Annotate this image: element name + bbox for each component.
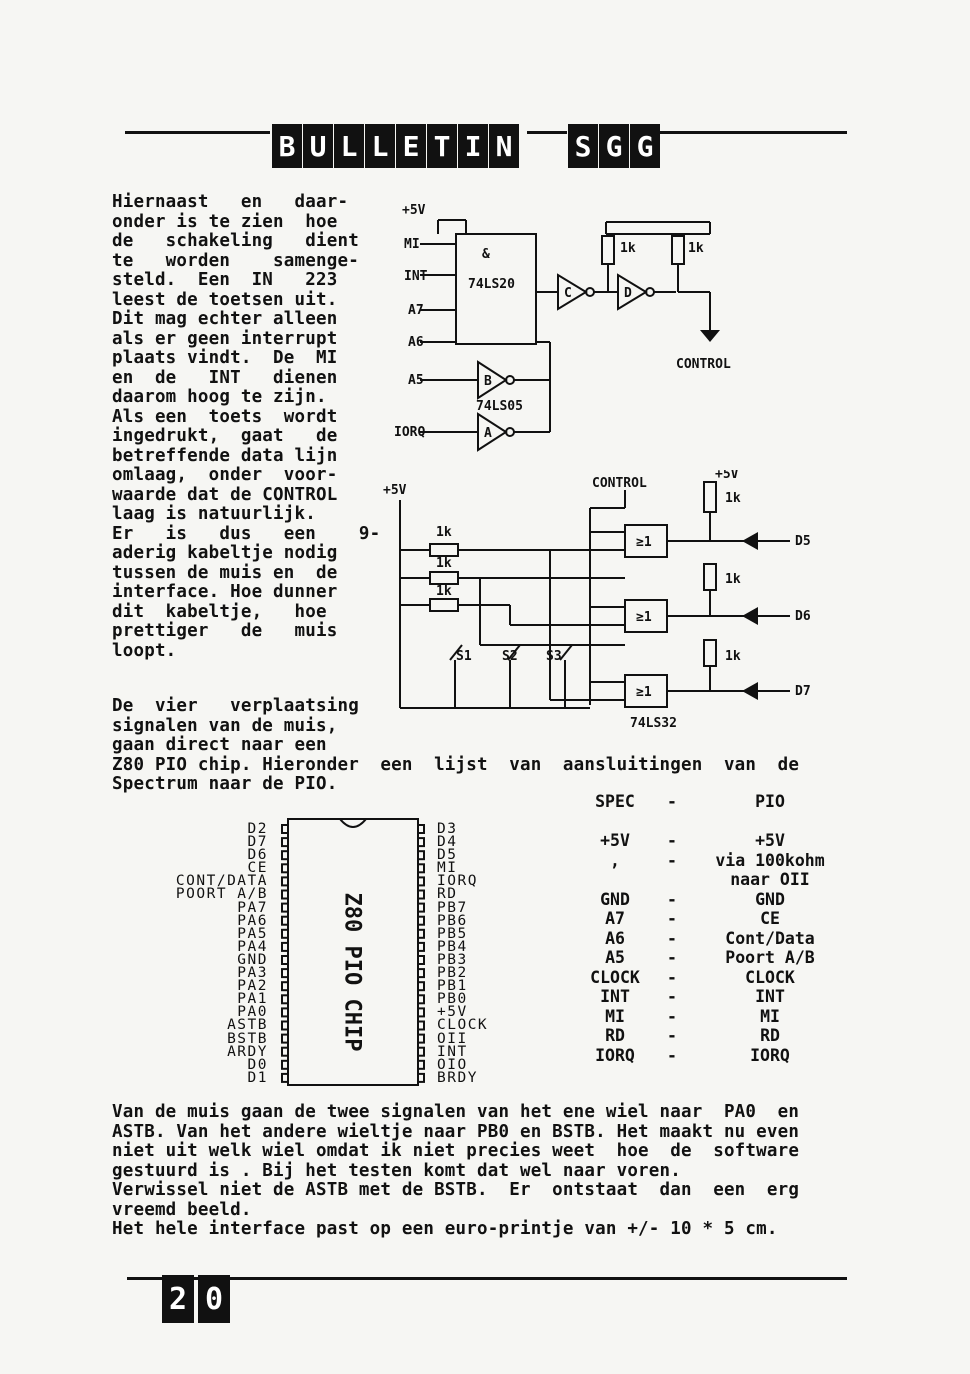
text-line: waarde dat de CONTROL	[112, 484, 338, 505]
masthead-letter-a-5: T	[427, 124, 457, 168]
footer-rule	[127, 1277, 847, 1280]
pin-tick	[282, 995, 288, 1003]
table-cell: GND	[600, 889, 630, 909]
pio-pin-left: D2	[247, 821, 268, 837]
text-line: Dit mag echter alleen	[112, 309, 338, 329]
table-cell: -	[667, 967, 677, 987]
table-cell: A5	[605, 948, 625, 967]
pin-tick	[418, 838, 424, 846]
table-cell: +5V	[755, 831, 785, 850]
masthead-letter-a-2: L	[334, 124, 364, 168]
circuit-diagram-switches	[380, 470, 840, 735]
table-cell: -	[667, 1026, 677, 1045]
text-line: als er geen interrupt	[112, 328, 338, 349]
supply-left-label: +5V	[383, 483, 407, 498]
pio-pin-right: PB7	[437, 899, 468, 916]
text-line: ASTB. Van het andere wieltje naar PB0 en BSTB. Het maakt nu even	[112, 1121, 800, 1142]
pio-pin-right: PB5	[437, 925, 468, 942]
gate-d-label: D	[624, 286, 632, 301]
text-line: laag is natuurlijk.	[112, 504, 316, 524]
text-line: tussen de muis en de	[112, 562, 338, 583]
pin-label-mi: MI	[404, 237, 420, 252]
pin-tick	[282, 969, 288, 977]
pio-intro-paragraph	[112, 697, 799, 795]
resistor-label-4: 1k	[436, 556, 452, 571]
pio-pin-left: ARDY	[227, 1043, 268, 1060]
table-cell: -	[667, 928, 677, 948]
gate-c-label: C	[564, 286, 572, 301]
pio-pin-right: BRDY	[437, 1069, 478, 1086]
text-line: ingedrukt, gaat de	[112, 426, 338, 446]
table-cell: -	[667, 909, 677, 928]
switch-label-s2: S2	[502, 649, 518, 664]
pio-left-pin-list	[112, 823, 268, 1085]
pio-pin-left: ASTB	[227, 1017, 268, 1034]
pin-tick	[418, 1061, 424, 1069]
pin-label-a7: A7	[408, 303, 424, 318]
pin-tick	[418, 1074, 424, 1082]
table-cell: A7	[605, 909, 625, 928]
pio-pin-right: INT	[437, 1043, 468, 1060]
pin-tick	[418, 995, 424, 1003]
pio-pin-left: PA1	[237, 991, 268, 1008]
masthead-letter-a-3: L	[365, 124, 395, 168]
switch-label-s3: S3	[546, 649, 562, 664]
pio-pin-left: PA0	[237, 1004, 268, 1021]
text-line: signalen van de muis,	[112, 715, 338, 736]
text-line: onder is te zien hoe	[112, 211, 338, 232]
resistor-label-2: 1k	[688, 241, 704, 256]
gate-a-label: A	[484, 426, 492, 441]
pio-pin-left: POORT A/B	[175, 886, 268, 903]
pin-tick	[282, 825, 288, 833]
pio-pin-right: D3	[437, 821, 458, 837]
pio-pin-left: PA7	[237, 899, 268, 916]
text-line: te worden samenge-	[112, 250, 359, 271]
table-cell: MI	[760, 1006, 780, 1026]
pin-tick	[418, 982, 424, 990]
table-cell: RD	[605, 1026, 625, 1045]
resistor-label-6: 1k	[725, 491, 741, 506]
pio-pin-left: PA6	[237, 912, 268, 929]
text-line: interface. Hoe dunner	[112, 582, 338, 602]
resistor-label-1: 1k	[620, 241, 636, 256]
masthead	[272, 124, 662, 168]
pio-pin-left: PA4	[237, 938, 268, 955]
text-line: de schakeling dient	[112, 231, 359, 251]
closing-paragraph	[112, 1103, 799, 1240]
table-cell: +5V	[600, 831, 630, 850]
pin-tick	[418, 943, 424, 951]
pin-tick	[418, 877, 424, 885]
masthead-letter-a-7: N	[489, 124, 519, 168]
text-line: steld. Een IN 223	[112, 270, 338, 290]
pio-pin-right: +5V	[437, 1004, 468, 1021]
text-line: vreemd beeld.	[112, 1199, 252, 1220]
pio-right-pin-list	[437, 823, 488, 1085]
supply-label: +5V	[402, 203, 426, 218]
pin-tick	[418, 1022, 424, 1030]
pio-pin-right: PB2	[437, 965, 468, 982]
table-cell: -	[667, 889, 677, 909]
pio-pin-right: PB4	[437, 938, 468, 955]
text-line: en de INT dienen	[112, 367, 338, 388]
table-cell: IORQ	[750, 1045, 790, 1065]
text-line: Z80 PIO chip. Hieronder een lijst van aansluitingen van de	[112, 754, 800, 775]
pio-pin-right: D5	[437, 847, 458, 864]
table-cell: A6	[605, 928, 625, 948]
text-line: daarom hoog te zijn.	[112, 387, 327, 407]
pio-pin-right: OIO	[437, 1056, 468, 1073]
table-cell: -	[667, 850, 677, 870]
masthead-letter-b-0: S	[568, 124, 598, 168]
pin-tick	[418, 851, 424, 859]
pin-tick	[418, 825, 424, 833]
control-input-label: CONTROL	[592, 476, 647, 491]
text-line: Van de muis gaan de twee signalen van het ene wiel naar PA0 en	[112, 1102, 800, 1122]
control-output-label: CONTROL	[676, 357, 731, 372]
text-line: aderig kabeltje nodig	[112, 543, 338, 563]
pio-pin-left: D6	[247, 847, 268, 864]
table-cell: -	[667, 792, 677, 811]
pin-tick	[282, 851, 288, 859]
pin-label-iorq: IORQ	[394, 425, 426, 440]
table-cell: IORQ	[595, 1045, 635, 1065]
pio-pin-right: D4	[437, 834, 458, 851]
pin-tick	[418, 1048, 424, 1056]
pio-pin-left: D0	[247, 1056, 268, 1073]
pin-tick	[282, 1061, 288, 1069]
pin-tick	[418, 930, 424, 938]
chip-label-74ls05: 74LS05	[476, 399, 523, 414]
pin-tick	[418, 891, 424, 899]
pio-pin-right: CLOCK	[437, 1017, 489, 1034]
gate-and-label: &	[482, 247, 490, 262]
table-cell: -	[667, 831, 677, 850]
pio-chip-label: Z80 PIO CHIP	[339, 892, 365, 1052]
switch-label-s1: S1	[456, 649, 472, 664]
masthead-letter-a-0: B	[272, 124, 302, 168]
text-line: niet uit welk wiel omdat ik niet precies weet hoe de software	[112, 1141, 800, 1161]
table-cell: Cont/Data	[725, 928, 815, 948]
pin-tick	[418, 1035, 424, 1043]
output-label-d6: D6	[795, 609, 811, 624]
header-rule-right	[655, 131, 847, 134]
pin-tick	[282, 904, 288, 912]
pio-pin-right: RD	[437, 886, 458, 903]
page-number	[162, 1275, 230, 1323]
pio-pin-right: PB6	[437, 912, 468, 929]
table-cell: MI	[605, 1006, 625, 1026]
table-cell: naar OII	[730, 870, 810, 889]
pin-tick	[282, 982, 288, 990]
table-cell: PIO	[755, 792, 785, 811]
circuit-diagram-control	[370, 200, 770, 480]
pin-tick	[418, 1008, 424, 1016]
pio-pin-left: PA5	[237, 925, 268, 942]
pin-tick	[418, 956, 424, 964]
pio-pin-left: GND	[237, 951, 268, 968]
table-cell: via 100kohm	[715, 850, 825, 870]
pin-label-a5: A5	[408, 373, 424, 388]
table-cell: INT	[755, 987, 785, 1006]
pin-tick	[282, 956, 288, 964]
masthead-letter-b-2: G	[630, 124, 660, 168]
table-cell: SPEC	[595, 792, 635, 811]
pin-tick	[282, 1008, 288, 1016]
pin-tick	[282, 864, 288, 872]
table-cell: ,	[610, 850, 620, 870]
pin-tick	[418, 969, 424, 977]
chip-label-74ls20: 74LS20	[468, 277, 515, 292]
text-line: Er is dus een 9-	[112, 523, 381, 544]
text-line: prettiger de muis	[112, 621, 338, 641]
pio-pin-right: PB3	[437, 951, 468, 968]
pio-pin-left: PA3	[237, 965, 268, 982]
chip-label-74ls32: 74LS32	[630, 716, 677, 731]
text-line: loopt.	[112, 640, 177, 661]
table-cell: CLOCK	[745, 967, 795, 987]
table-cell: INT	[600, 987, 630, 1006]
pio-pin-right: PB1	[437, 978, 468, 995]
pio-pin-right: MI	[437, 860, 458, 877]
text-line: gaan direct naar een	[112, 735, 327, 755]
intro-paragraph	[112, 193, 380, 661]
text-line: Als een toets wordt	[112, 406, 338, 427]
pin-label-a6: A6	[408, 335, 424, 350]
pio-pin-left: CONT/DATA	[175, 873, 268, 890]
text-line: Verwissel niet de ASTB met de BSTB. Er ontstaat dan een erg	[112, 1180, 800, 1200]
text-line: Hiernaast en daar-	[112, 192, 349, 212]
supply-right-label: +5V	[715, 470, 739, 482]
masthead-letter-a-4: E	[396, 124, 426, 168]
text-line: De vier verplaatsing	[112, 696, 359, 716]
text-line: leest de toetsen uit.	[112, 289, 338, 310]
pin-tick	[282, 1074, 288, 1082]
header-rule-left	[125, 131, 270, 134]
pin-tick	[282, 943, 288, 951]
pio-pin-left: PA2	[237, 978, 268, 995]
table-cell: -	[667, 987, 677, 1006]
pin-tick	[282, 838, 288, 846]
gate-label-3: ≥1	[636, 685, 652, 700]
text-line: dit kabeltje, hoe	[112, 601, 327, 622]
pin-tick	[282, 891, 288, 899]
pin-tick	[282, 1035, 288, 1043]
masthead-letter-a-6: I	[458, 124, 488, 168]
pin-tick	[418, 917, 424, 925]
text-line: betreffende data lijn	[112, 445, 338, 466]
pin-label-int: INT	[404, 269, 428, 284]
pio-pin-left: D7	[247, 834, 268, 851]
resistor-label-8: 1k	[725, 649, 741, 664]
output-label-d5: D5	[795, 534, 811, 549]
table-cell: CE	[760, 909, 780, 928]
resistor-label-5: 1k	[436, 584, 452, 599]
pio-pin-right: OII	[437, 1030, 468, 1047]
text-line: omlaag, onder voor-	[112, 465, 338, 485]
text-line: Het hele interface past op een euro-printje van +/- 10 * 5 cm.	[112, 1219, 778, 1239]
resistor-label-7: 1k	[725, 572, 741, 587]
pio-pin-right: PB0	[437, 991, 468, 1008]
text-line: plaats vindt. De MI	[112, 348, 338, 368]
gate-b-label: B	[484, 374, 492, 389]
pio-pin-right: IORQ	[437, 873, 478, 890]
pin-tick	[282, 1048, 288, 1056]
pio-pin-left: D1	[247, 1069, 268, 1086]
page-number-digit: 0	[198, 1275, 230, 1323]
table-cell: -	[667, 948, 677, 967]
output-label-d7: D7	[795, 684, 811, 699]
table-cell: -	[667, 1045, 677, 1065]
pin-tick	[282, 917, 288, 925]
table-cell: GND	[755, 889, 785, 909]
masthead-letter-a-1: U	[303, 124, 333, 168]
pin-tick	[282, 1022, 288, 1030]
pin-tick	[418, 864, 424, 872]
gate-label-1: ≥1	[636, 535, 652, 550]
pio-pin-left: BSTB	[227, 1030, 268, 1047]
table-cell: RD	[760, 1026, 780, 1045]
pin-tick	[282, 930, 288, 938]
page-number-digit: 2	[162, 1275, 194, 1323]
text-line: Spectrum naar de PIO.	[112, 774, 338, 794]
pio-pin-left: CE	[247, 860, 268, 877]
resistor-label-3: 1k	[436, 525, 452, 540]
table-cell: CLOCK	[590, 967, 640, 987]
masthead-letter-b-1: G	[599, 124, 629, 168]
pin-tick	[418, 904, 424, 912]
gate-label-2: ≥1	[636, 610, 652, 625]
pin-tick	[282, 877, 288, 885]
table-cell: -	[667, 1006, 677, 1026]
table-cell: Poort A/B	[725, 948, 815, 967]
text-line: gestuurd is . Bij het testen komt dat wel naar voren.	[112, 1160, 682, 1181]
